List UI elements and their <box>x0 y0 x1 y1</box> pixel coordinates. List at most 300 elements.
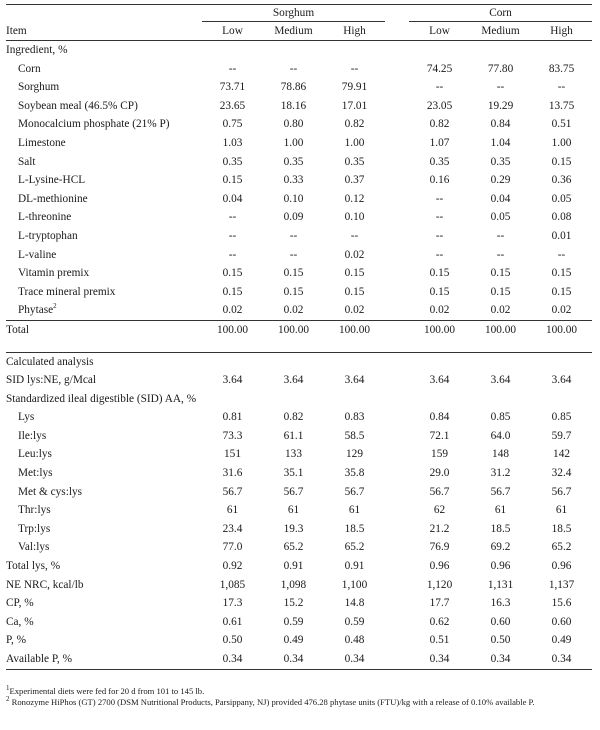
value-cell: 0.12 <box>344 192 365 205</box>
row-label-text: SID lys:NE, g/Mcal <box>6 374 97 387</box>
value-cell: 0.01 <box>551 229 572 242</box>
value-cell: 0.35 <box>429 155 450 168</box>
row-label <box>6 264 202 283</box>
value-cell: -- <box>228 211 237 224</box>
row-label <box>6 190 202 209</box>
group-header-corn: Corn <box>409 5 592 22</box>
value-cell: 0.80 <box>283 118 304 131</box>
value-cell: 3.64 <box>344 374 365 387</box>
header-group-row <box>6 5 592 22</box>
value-cell: 0.29 <box>490 174 511 187</box>
value-cell: 1,131 <box>487 578 514 591</box>
value-cell: -- <box>435 192 444 205</box>
table-row <box>6 246 592 265</box>
column-gap <box>385 483 409 502</box>
value-cell: 23.05 <box>426 99 453 112</box>
value-cell: 61 <box>494 504 507 517</box>
table-row <box>6 208 592 227</box>
value-cell: 0.15 <box>283 267 304 280</box>
value-cell: 23.4 <box>222 522 243 535</box>
value-cell: 74.25 <box>426 62 453 75</box>
row-label-text: Leu:lys <box>18 448 52 461</box>
value-cell: 17.01 <box>341 99 368 112</box>
value-cell: 0.15 <box>490 285 511 298</box>
level-header-corn-high: High <box>531 22 592 41</box>
value-cell: 0.05 <box>490 211 511 224</box>
row-label-text: L-tryptophan <box>18 229 78 242</box>
table-row <box>6 153 592 172</box>
ingredient-section-label: Ingredient, % <box>6 44 68 56</box>
value-cell: 31.2 <box>490 467 511 480</box>
footnote-1 <box>6 686 592 697</box>
value-cell: 0.82 <box>429 118 450 131</box>
column-gap <box>385 78 409 97</box>
value-cell: 61 <box>348 504 361 517</box>
value-cell: 0.37 <box>344 174 365 187</box>
value-cell: 0.96 <box>490 560 511 573</box>
column-gap <box>385 246 409 265</box>
value-cell: 1,098 <box>280 578 307 591</box>
footnote-2 <box>6 697 592 708</box>
value-cell: 133 <box>285 448 302 461</box>
row-label <box>6 483 202 502</box>
value-cell: 1,100 <box>341 578 368 591</box>
value-cell: 0.36 <box>551 174 572 187</box>
value-cell: 35.1 <box>283 467 304 480</box>
value-cell: 0.35 <box>490 155 511 168</box>
sid-aa-label: Standardized ileal digestible (SID) AA, % <box>6 392 197 405</box>
value-cell: 19.3 <box>283 522 304 535</box>
value-cell: 61 <box>226 504 239 517</box>
value-cell: 29.0 <box>429 467 450 480</box>
value-cell: 0.15 <box>429 267 450 280</box>
row-label-text: L-Lysine-HCL <box>18 174 86 187</box>
value-cell: 0.91 <box>344 560 365 573</box>
row-label <box>6 445 202 464</box>
value-cell: -- <box>496 81 505 94</box>
value-cell: 73.71 <box>219 81 246 94</box>
column-gap <box>385 464 409 483</box>
value-cell: 0.02 <box>283 304 304 317</box>
value-cell: 0.92 <box>222 560 243 573</box>
value-cell: 0.02 <box>490 304 511 317</box>
row-label <box>6 134 202 153</box>
table-row <box>6 408 592 427</box>
row-label <box>6 153 202 172</box>
value-cell: 59.7 <box>551 429 572 442</box>
level-header-sorghum-low: Low <box>202 22 263 41</box>
value-cell: 0.15 <box>429 285 450 298</box>
row-label <box>6 464 202 483</box>
value-cell: 1,085 <box>219 578 246 591</box>
value-cell: 0.51 <box>551 118 572 131</box>
value-cell: 18.5 <box>490 522 511 535</box>
section-label-row <box>6 390 592 409</box>
row-label-text: Corn <box>18 62 41 75</box>
column-gap <box>385 227 409 246</box>
value-cell: 0.84 <box>490 118 511 131</box>
value-cell: 15.2 <box>283 597 304 610</box>
value-cell: 0.96 <box>551 560 572 573</box>
table-row <box>6 613 592 632</box>
table-row <box>6 557 592 576</box>
value-cell: 0.05 <box>551 192 572 205</box>
row-label <box>6 301 202 320</box>
value-cell: 17.3 <box>222 597 243 610</box>
value-cell: 0.82 <box>283 411 304 424</box>
column-gap <box>385 445 409 464</box>
value-cell: 65.2 <box>551 541 572 554</box>
row-label-text: Sorghum <box>18 81 60 94</box>
column-gap <box>385 283 409 302</box>
value-cell: -- <box>350 62 359 75</box>
calculated-analysis-label: Calculated analysis <box>6 352 592 371</box>
value-cell: 62 <box>433 504 446 517</box>
table-row <box>6 650 592 669</box>
value-cell: 73.3 <box>222 429 243 442</box>
value-cell: 0.15 <box>344 285 365 298</box>
row-label-text: Thr:lys <box>18 504 51 517</box>
column-gap <box>385 115 409 134</box>
value-cell: 100.00 <box>324 320 385 339</box>
column-gap <box>385 538 409 557</box>
value-cell: 0.02 <box>551 304 572 317</box>
value-cell: 159 <box>431 448 448 461</box>
column-gap <box>385 60 409 79</box>
table-row <box>6 538 592 557</box>
value-cell: 0.51 <box>429 634 450 647</box>
value-cell: 0.04 <box>490 192 511 205</box>
value-cell: 0.91 <box>283 560 304 573</box>
value-cell: 0.96 <box>429 560 450 573</box>
table-row <box>6 464 592 483</box>
table-row <box>6 445 592 464</box>
table-row <box>6 576 592 595</box>
value-cell: 15.6 <box>551 597 572 610</box>
value-cell: 78.86 <box>280 81 307 94</box>
row-label <box>6 576 202 595</box>
value-cell: -- <box>289 62 298 75</box>
value-cell: 3.64 <box>551 374 572 387</box>
value-cell: 61.1 <box>283 429 304 442</box>
column-gap <box>385 576 409 595</box>
value-cell: 1.03 <box>222 136 243 149</box>
value-cell: 0.35 <box>222 155 243 168</box>
row-label-text: Total lys, % <box>6 560 61 573</box>
row-label-text: NE NRC, kcal/lb <box>6 578 84 591</box>
value-cell: -- <box>289 248 298 261</box>
column-gap <box>385 153 409 172</box>
row-label <box>6 227 202 246</box>
column-gap <box>385 631 409 650</box>
value-cell: 14.8 <box>344 597 365 610</box>
diet-composition-table <box>6 4 592 670</box>
row-label <box>6 427 202 446</box>
group-header-sorghum: Sorghum <box>202 5 385 22</box>
value-cell: 0.15 <box>283 285 304 298</box>
value-cell: 61 <box>287 504 300 517</box>
level-header-sorghum-medium: Medium <box>263 22 324 41</box>
value-cell: 148 <box>492 448 509 461</box>
value-cell: 61 <box>555 504 568 517</box>
row-label-text: DL-methionine <box>18 192 88 205</box>
value-cell: 13.75 <box>548 99 575 112</box>
value-cell: 0.02 <box>344 248 365 261</box>
table-row <box>6 283 592 302</box>
value-cell: 0.81 <box>222 411 243 424</box>
row-label <box>6 115 202 134</box>
value-cell: -- <box>557 81 566 94</box>
row-label <box>6 283 202 302</box>
value-cell: 0.85 <box>551 411 572 424</box>
value-cell: 0.60 <box>551 615 572 628</box>
footnote-mark: 2 <box>6 695 10 704</box>
value-cell: 56.7 <box>429 485 450 498</box>
value-cell: 56.7 <box>283 485 304 498</box>
value-cell: 100.00 <box>263 320 324 339</box>
value-cell: 56.7 <box>551 485 572 498</box>
table-row <box>6 520 592 539</box>
value-cell: 23.65 <box>219 99 246 112</box>
row-label-text: Soybean meal (46.5% CP) <box>18 99 138 112</box>
table-row <box>6 134 592 153</box>
row-label-text: Salt <box>18 155 36 168</box>
value-cell: 0.82 <box>344 118 365 131</box>
value-cell: 1,137 <box>548 578 575 591</box>
value-cell: 18.5 <box>551 522 572 535</box>
row-label <box>6 650 202 669</box>
value-cell: -- <box>435 81 444 94</box>
value-cell: 0.15 <box>551 285 572 298</box>
value-cell: 100.00 <box>202 320 263 339</box>
value-cell: 0.15 <box>222 267 243 280</box>
row-label-text: Trp:lys <box>18 522 51 535</box>
value-cell: 1,120 <box>426 578 453 591</box>
value-cell: -- <box>496 229 505 242</box>
table-row <box>6 301 592 320</box>
column-gap <box>385 650 409 669</box>
value-cell: 17.7 <box>429 597 450 610</box>
footnotes <box>6 686 592 708</box>
column-gap <box>385 427 409 446</box>
level-header-corn-medium: Medium <box>470 22 531 41</box>
column-gap <box>385 208 409 227</box>
value-cell: 0.85 <box>490 411 511 424</box>
value-cell: 77.0 <box>222 541 243 554</box>
row-label-text: Total <box>6 323 30 336</box>
value-cell: 0.04 <box>222 192 243 205</box>
row-label-text: Met:lys <box>18 467 53 480</box>
row-label-text: Available P, % <box>6 653 72 665</box>
value-cell: -- <box>228 62 237 75</box>
value-cell: 0.59 <box>344 615 365 628</box>
value-cell: 0.83 <box>344 411 365 424</box>
level-header-sorghum-high: High <box>324 22 385 41</box>
value-cell: -- <box>228 248 237 261</box>
value-cell: -- <box>350 229 359 242</box>
table-row <box>6 227 592 246</box>
table-row <box>6 97 592 116</box>
value-cell: 0.34 <box>324 650 385 669</box>
value-cell: 1.04 <box>490 136 511 149</box>
table-row <box>6 115 592 134</box>
value-cell: 0.09 <box>283 211 304 224</box>
value-cell: 0.34 <box>531 650 592 669</box>
value-cell: 0.84 <box>429 411 450 424</box>
value-cell: 18.16 <box>280 99 307 112</box>
row-label-text: Lys <box>18 411 35 424</box>
column-gap <box>385 613 409 632</box>
row-label-text: Ile:lys <box>18 429 47 442</box>
table-row <box>6 60 592 79</box>
value-cell: 0.15 <box>222 285 243 298</box>
column-gap <box>385 501 409 520</box>
column-gap <box>385 97 409 116</box>
value-cell: 72.1 <box>429 429 450 442</box>
value-cell: 3.64 <box>283 374 304 387</box>
row-label <box>6 408 202 427</box>
row-label <box>6 246 202 265</box>
value-cell: 0.35 <box>283 155 304 168</box>
value-cell: -- <box>435 248 444 261</box>
value-cell: 83.75 <box>548 62 575 75</box>
value-cell: 0.02 <box>222 304 243 317</box>
value-cell: 56.7 <box>490 485 511 498</box>
row-label-text: Monocalcium phosphate (21% P) <box>18 118 170 131</box>
table-row <box>6 501 592 520</box>
value-cell: 0.10 <box>283 192 304 205</box>
table-row <box>6 190 592 209</box>
spacer-cell <box>6 340 592 353</box>
row-label <box>6 171 202 190</box>
row-label <box>6 97 202 116</box>
value-cell: -- <box>435 229 444 242</box>
column-gap <box>385 320 409 339</box>
value-cell: 56.7 <box>222 485 243 498</box>
value-cell: 21.2 <box>429 522 450 535</box>
value-cell: 76.9 <box>429 541 450 554</box>
level-header-corn-low: Low <box>409 22 470 41</box>
value-cell: 56.7 <box>344 485 365 498</box>
value-cell: 0.15 <box>490 267 511 280</box>
value-cell: 0.60 <box>490 615 511 628</box>
value-cell: 65.2 <box>283 541 304 554</box>
value-cell: 0.62 <box>429 615 450 628</box>
value-cell: 69.2 <box>490 541 511 554</box>
value-cell: 35.8 <box>344 467 365 480</box>
table-row <box>6 171 592 190</box>
value-cell: -- <box>289 229 298 242</box>
column-gap <box>385 557 409 576</box>
table-row <box>6 264 592 283</box>
table-row <box>6 483 592 502</box>
value-cell: 0.33 <box>283 174 304 187</box>
value-cell: 0.16 <box>429 174 450 187</box>
row-label-text: P, % <box>6 634 27 647</box>
row-label-text: Val:lys <box>18 541 50 554</box>
value-cell: 0.48 <box>344 634 365 647</box>
value-cell: -- <box>228 229 237 242</box>
value-cell: 1.00 <box>283 136 304 149</box>
row-label <box>6 538 202 557</box>
row-label-text: L-threonine <box>18 211 72 224</box>
row-label <box>6 501 202 520</box>
column-gap <box>385 301 409 320</box>
section-label-row <box>6 41 592 60</box>
section-label-row <box>6 352 592 371</box>
row-label <box>6 60 202 79</box>
value-cell: 31.6 <box>222 467 243 480</box>
value-cell: 3.64 <box>222 374 243 387</box>
value-cell: 77.80 <box>487 62 514 75</box>
value-cell: 151 <box>224 448 241 461</box>
value-cell: 0.15 <box>222 174 243 187</box>
value-cell: 0.34 <box>263 650 324 669</box>
value-cell: 1.07 <box>429 136 450 149</box>
row-label <box>6 320 202 339</box>
value-cell: 0.50 <box>490 634 511 647</box>
row-label <box>6 371 202 390</box>
row-label-text: Phytase <box>18 304 54 317</box>
table-row <box>6 427 592 446</box>
table-row <box>6 78 592 97</box>
value-cell: 0.75 <box>222 118 243 131</box>
column-gap <box>385 408 409 427</box>
value-cell: -- <box>557 248 566 261</box>
row-label-text: Trace mineral premix <box>18 285 116 298</box>
value-cell: 64.0 <box>490 429 511 442</box>
row-label-text: Met & cys:lys <box>18 485 83 498</box>
row-label-text: Ca, % <box>6 615 34 628</box>
table-row <box>6 371 592 390</box>
value-cell: 0.15 <box>551 267 572 280</box>
value-cell: 3.64 <box>490 374 511 387</box>
value-cell: 0.49 <box>551 634 572 647</box>
value-cell: 1.00 <box>344 136 365 149</box>
row-label-text: L-valine <box>18 248 57 261</box>
value-cell: 65.2 <box>344 541 365 554</box>
row-label <box>6 557 202 576</box>
row-label <box>6 520 202 539</box>
footnote-text: Ronozyme HiPhos (GT) 2700 (DSM Nutritional Products, Parsippany, NJ) provided 476.28 phytase units (FTU)/kg with a release of 0.10% available P. <box>9 697 535 707</box>
value-cell: 0.34 <box>470 650 531 669</box>
value-cell: -- <box>496 248 505 261</box>
value-cell: 0.50 <box>222 634 243 647</box>
value-cell: 19.29 <box>487 99 514 112</box>
column-gap <box>385 171 409 190</box>
column-gap <box>385 520 409 539</box>
value-cell: 0.15 <box>344 267 365 280</box>
value-cell: 0.02 <box>429 304 450 317</box>
value-cell: -- <box>435 211 444 224</box>
spacer-row <box>6 340 592 353</box>
table-row <box>6 594 592 613</box>
column-gap <box>385 190 409 209</box>
value-cell: 0.15 <box>551 155 572 168</box>
row-label <box>6 613 202 632</box>
footnote-mark: 1 <box>6 684 10 693</box>
column-gap <box>385 371 409 390</box>
value-cell: 16.3 <box>490 597 511 610</box>
value-cell: 100.00 <box>470 320 531 339</box>
row-label-text: Limestone <box>18 136 66 149</box>
value-cell: 0.49 <box>283 634 304 647</box>
footnote-text: Experimental diets were fed for 20 d from 101 to 145 lb. <box>9 686 205 696</box>
value-cell: 58.5 <box>344 429 365 442</box>
value-cell: 79.91 <box>341 81 368 94</box>
value-cell: 0.34 <box>409 650 470 669</box>
item-column-header: Item <box>6 22 202 41</box>
